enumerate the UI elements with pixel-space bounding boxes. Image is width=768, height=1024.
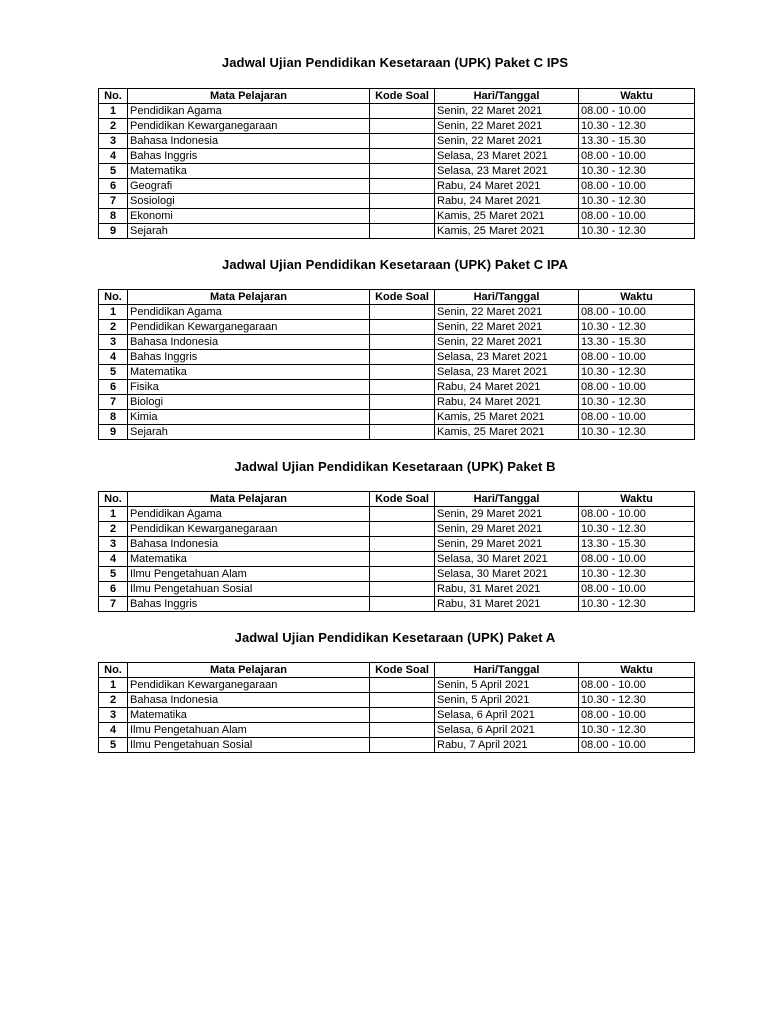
table-row — [99, 134, 695, 149]
section-title-paket-b: Jadwal Ujian Pendidikan Kesetaraan (UPK) Paket B — [234, 459, 556, 474]
cell-kode-soal — [370, 425, 435, 440]
header-subject: Mata Pelajaran — [128, 89, 370, 104]
table-row — [99, 425, 695, 440]
table-row — [99, 410, 695, 425]
cell-no: 4 — [99, 149, 128, 164]
header-time: Waktu — [579, 492, 695, 507]
cell-date: Senin, 29 Maret 2021 — [435, 522, 579, 537]
cell-kode-soal — [370, 410, 435, 425]
cell-subject: Matematika — [128, 164, 370, 179]
cell-subject: Bahasa Indonesia — [128, 693, 370, 708]
table-row — [99, 693, 695, 708]
cell-no: 4 — [99, 723, 128, 738]
cell-subject: Sosiologi — [128, 194, 370, 209]
cell-kode-soal — [370, 104, 435, 119]
cell-no: 8 — [99, 410, 128, 425]
cell-kode-soal — [370, 507, 435, 522]
cell-time: 08.00 - 10.00 — [579, 350, 695, 365]
cell-time: 10.30 - 12.30 — [579, 425, 695, 440]
table-row — [99, 552, 695, 567]
cell-date: Senin, 5 April 2021 — [435, 678, 579, 693]
header-kode-soal: Kode Soal — [370, 492, 435, 507]
table-row — [99, 104, 695, 119]
cell-no: 5 — [99, 567, 128, 582]
cell-kode-soal — [370, 567, 435, 582]
header-time: Waktu — [579, 663, 695, 678]
cell-subject: Ilmu Pengetahuan Alam — [128, 723, 370, 738]
cell-no: 3 — [99, 134, 128, 149]
cell-kode-soal — [370, 194, 435, 209]
cell-date: Rabu, 31 Maret 2021 — [435, 582, 579, 597]
table-row — [99, 567, 695, 582]
cell-no: 4 — [99, 552, 128, 567]
cell-subject: Bahas Inggris — [128, 149, 370, 164]
cell-kode-soal — [370, 149, 435, 164]
header-kode-soal: Kode Soal — [370, 663, 435, 678]
header-time: Waktu — [579, 89, 695, 104]
cell-subject: Ekonomi — [128, 209, 370, 224]
cell-subject: Geografi — [128, 179, 370, 194]
cell-time: 08.00 - 10.00 — [579, 678, 695, 693]
table-row — [99, 179, 695, 194]
cell-subject: Pendidikan Agama — [128, 305, 370, 320]
cell-time: 08.00 - 10.00 — [579, 380, 695, 395]
cell-kode-soal — [370, 708, 435, 723]
cell-kode-soal — [370, 305, 435, 320]
cell-no: 9 — [99, 224, 128, 239]
table-row — [99, 395, 695, 410]
cell-kode-soal — [370, 395, 435, 410]
cell-kode-soal — [370, 738, 435, 753]
table-row — [99, 305, 695, 320]
table-row — [99, 194, 695, 209]
table-row — [99, 507, 695, 522]
cell-subject: Pendidikan Agama — [128, 507, 370, 522]
cell-subject: Pendidikan Kewarganegaraan — [128, 522, 370, 537]
cell-date: Selasa, 23 Maret 2021 — [435, 365, 579, 380]
cell-time: 08.00 - 10.00 — [579, 507, 695, 522]
cell-date: Kamis, 25 Maret 2021 — [435, 209, 579, 224]
cell-subject: Ilmu Pengetahuan Sosial — [128, 738, 370, 753]
schedule-table-paket-c-ipa — [98, 289, 695, 440]
cell-no: 7 — [99, 395, 128, 410]
cell-no: 7 — [99, 194, 128, 209]
cell-kode-soal — [370, 134, 435, 149]
cell-date: Kamis, 25 Maret 2021 — [435, 425, 579, 440]
cell-no: 5 — [99, 164, 128, 179]
cell-kode-soal — [370, 179, 435, 194]
header-no: No. — [99, 663, 128, 678]
cell-date: Rabu, 24 Maret 2021 — [435, 179, 579, 194]
cell-kode-soal — [370, 597, 435, 612]
cell-subject: Pendidikan Kewarganegaraan — [128, 119, 370, 134]
cell-time: 10.30 - 12.30 — [579, 320, 695, 335]
cell-time: 08.00 - 10.00 — [579, 410, 695, 425]
cell-time: 08.00 - 10.00 — [579, 305, 695, 320]
cell-no: 3 — [99, 708, 128, 723]
schedule-table-paket-c-ips — [98, 88, 695, 239]
table-row — [99, 149, 695, 164]
header-kode-soal: Kode Soal — [370, 89, 435, 104]
cell-subject: Bahas Inggris — [128, 597, 370, 612]
cell-subject: Matematika — [128, 365, 370, 380]
cell-kode-soal — [370, 380, 435, 395]
cell-no: 8 — [99, 209, 128, 224]
cell-no: 1 — [99, 507, 128, 522]
cell-no: 7 — [99, 597, 128, 612]
cell-time: 08.00 - 10.00 — [579, 179, 695, 194]
cell-subject: Bahasa Indonesia — [128, 134, 370, 149]
cell-kode-soal — [370, 350, 435, 365]
cell-time: 10.30 - 12.30 — [579, 395, 695, 410]
cell-subject: Kimia — [128, 410, 370, 425]
cell-subject: Biologi — [128, 395, 370, 410]
cell-time: 13.30 - 15.30 — [579, 335, 695, 350]
cell-date: Rabu, 24 Maret 2021 — [435, 380, 579, 395]
cell-kode-soal — [370, 693, 435, 708]
cell-kode-soal — [370, 723, 435, 738]
table-row — [99, 164, 695, 179]
cell-date: Senin, 22 Maret 2021 — [435, 119, 579, 134]
cell-subject: Ilmu Pengetahuan Alam — [128, 567, 370, 582]
table-row — [99, 224, 695, 239]
cell-kode-soal — [370, 537, 435, 552]
section-title-paket-c-ipa: Jadwal Ujian Pendidikan Kesetaraan (UPK) Paket C IPA — [222, 257, 568, 272]
cell-kode-soal — [370, 365, 435, 380]
cell-subject: Ilmu Pengetahuan Sosial — [128, 582, 370, 597]
cell-no: 6 — [99, 179, 128, 194]
cell-subject: Sejarah — [128, 425, 370, 440]
header-date: Hari/Tanggal — [435, 290, 579, 305]
cell-time: 08.00 - 10.00 — [579, 582, 695, 597]
cell-no: 5 — [99, 365, 128, 380]
cell-time: 10.30 - 12.30 — [579, 597, 695, 612]
cell-time: 10.30 - 12.30 — [579, 723, 695, 738]
cell-time: 10.30 - 12.30 — [579, 522, 695, 537]
cell-time: 10.30 - 12.30 — [579, 365, 695, 380]
table-header-row — [99, 290, 695, 305]
cell-subject: Bahas Inggris — [128, 350, 370, 365]
table-row — [99, 723, 695, 738]
cell-no: 1 — [99, 104, 128, 119]
table-row — [99, 522, 695, 537]
cell-date: Rabu, 24 Maret 2021 — [435, 194, 579, 209]
cell-subject: Bahasa Indonesia — [128, 537, 370, 552]
cell-subject: Bahasa Indonesia — [128, 335, 370, 350]
table-row — [99, 597, 695, 612]
header-time: Waktu — [579, 290, 695, 305]
cell-date: Selasa, 30 Maret 2021 — [435, 567, 579, 582]
cell-date: Senin, 22 Maret 2021 — [435, 305, 579, 320]
cell-time: 08.00 - 10.00 — [579, 104, 695, 119]
cell-kode-soal — [370, 582, 435, 597]
table-row — [99, 320, 695, 335]
cell-time: 10.30 - 12.30 — [579, 194, 695, 209]
schedule-table-paket-b — [98, 491, 695, 612]
cell-date: Selasa, 6 April 2021 — [435, 723, 579, 738]
cell-no: 2 — [99, 522, 128, 537]
table-row — [99, 738, 695, 753]
header-date: Hari/Tanggal — [435, 492, 579, 507]
table-header-row — [99, 492, 695, 507]
cell-no: 5 — [99, 738, 128, 753]
cell-subject: Matematika — [128, 708, 370, 723]
table-row — [99, 365, 695, 380]
header-no: No. — [99, 492, 128, 507]
cell-no: 2 — [99, 693, 128, 708]
cell-time: 10.30 - 12.30 — [579, 567, 695, 582]
header-no: No. — [99, 89, 128, 104]
cell-no: 3 — [99, 335, 128, 350]
header-subject: Mata Pelajaran — [128, 492, 370, 507]
cell-date: Rabu, 7 April 2021 — [435, 738, 579, 753]
cell-date: Senin, 29 Maret 2021 — [435, 537, 579, 552]
cell-subject: Pendidikan Kewarganegaraan — [128, 678, 370, 693]
cell-time: 13.30 - 15.30 — [579, 134, 695, 149]
cell-no: 2 — [99, 119, 128, 134]
cell-date: Rabu, 24 Maret 2021 — [435, 395, 579, 410]
cell-time: 08.00 - 10.00 — [579, 708, 695, 723]
cell-date: Selasa, 6 April 2021 — [435, 708, 579, 723]
table-row — [99, 335, 695, 350]
table-header-row — [99, 89, 695, 104]
cell-subject: Pendidikan Agama — [128, 104, 370, 119]
cell-time: 13.30 - 15.30 — [579, 537, 695, 552]
cell-kode-soal — [370, 164, 435, 179]
schedule-table-paket-a — [98, 662, 695, 753]
cell-kode-soal — [370, 224, 435, 239]
cell-date: Senin, 22 Maret 2021 — [435, 320, 579, 335]
cell-time: 08.00 - 10.00 — [579, 738, 695, 753]
cell-date: Senin, 5 April 2021 — [435, 693, 579, 708]
cell-subject: Matematika — [128, 552, 370, 567]
header-date: Hari/Tanggal — [435, 89, 579, 104]
cell-date: Rabu, 31 Maret 2021 — [435, 597, 579, 612]
cell-time: 08.00 - 10.00 — [579, 209, 695, 224]
cell-no: 3 — [99, 537, 128, 552]
cell-date: Senin, 29 Maret 2021 — [435, 507, 579, 522]
cell-kode-soal — [370, 678, 435, 693]
cell-kode-soal — [370, 552, 435, 567]
cell-time: 10.30 - 12.30 — [579, 224, 695, 239]
cell-date: Kamis, 25 Maret 2021 — [435, 224, 579, 239]
cell-subject: Fisika — [128, 380, 370, 395]
cell-kode-soal — [370, 209, 435, 224]
cell-date: Selasa, 23 Maret 2021 — [435, 149, 579, 164]
cell-subject: Pendidikan Kewarganegaraan — [128, 320, 370, 335]
table-row — [99, 708, 695, 723]
cell-time: 10.30 - 12.30 — [579, 693, 695, 708]
cell-no: 6 — [99, 380, 128, 395]
header-kode-soal: Kode Soal — [370, 290, 435, 305]
table-row — [99, 350, 695, 365]
cell-date: Senin, 22 Maret 2021 — [435, 134, 579, 149]
header-subject: Mata Pelajaran — [128, 663, 370, 678]
cell-time: 10.30 - 12.30 — [579, 119, 695, 134]
cell-time: 08.00 - 10.00 — [579, 149, 695, 164]
cell-no: 9 — [99, 425, 128, 440]
cell-subject: Sejarah — [128, 224, 370, 239]
cell-no: 2 — [99, 320, 128, 335]
cell-kode-soal — [370, 119, 435, 134]
cell-kode-soal — [370, 335, 435, 350]
cell-date: Selasa, 23 Maret 2021 — [435, 350, 579, 365]
table-row — [99, 209, 695, 224]
header-date: Hari/Tanggal — [435, 663, 579, 678]
cell-kode-soal — [370, 522, 435, 537]
table-row — [99, 678, 695, 693]
cell-date: Senin, 22 Maret 2021 — [435, 104, 579, 119]
header-no: No. — [99, 290, 128, 305]
cell-date: Kamis, 25 Maret 2021 — [435, 410, 579, 425]
cell-time: 08.00 - 10.00 — [579, 552, 695, 567]
table-row — [99, 380, 695, 395]
section-title-paket-c-ips: Jadwal Ujian Pendidikan Kesetaraan (UPK) Paket C IPS — [221, 55, 569, 70]
cell-date: Selasa, 23 Maret 2021 — [435, 164, 579, 179]
cell-no: 4 — [99, 350, 128, 365]
cell-date: Selasa, 30 Maret 2021 — [435, 552, 579, 567]
table-header-row — [99, 663, 695, 678]
cell-date: Senin, 22 Maret 2021 — [435, 335, 579, 350]
cell-time: 10.30 - 12.30 — [579, 164, 695, 179]
cell-no: 1 — [99, 678, 128, 693]
header-subject: Mata Pelajaran — [128, 290, 370, 305]
cell-no: 6 — [99, 582, 128, 597]
cell-no: 1 — [99, 305, 128, 320]
section-title-paket-a: Jadwal Ujian Pendidikan Kesetaraan (UPK) Paket A — [234, 630, 556, 645]
table-row — [99, 582, 695, 597]
table-row — [99, 119, 695, 134]
table-row — [99, 537, 695, 552]
cell-kode-soal — [370, 320, 435, 335]
